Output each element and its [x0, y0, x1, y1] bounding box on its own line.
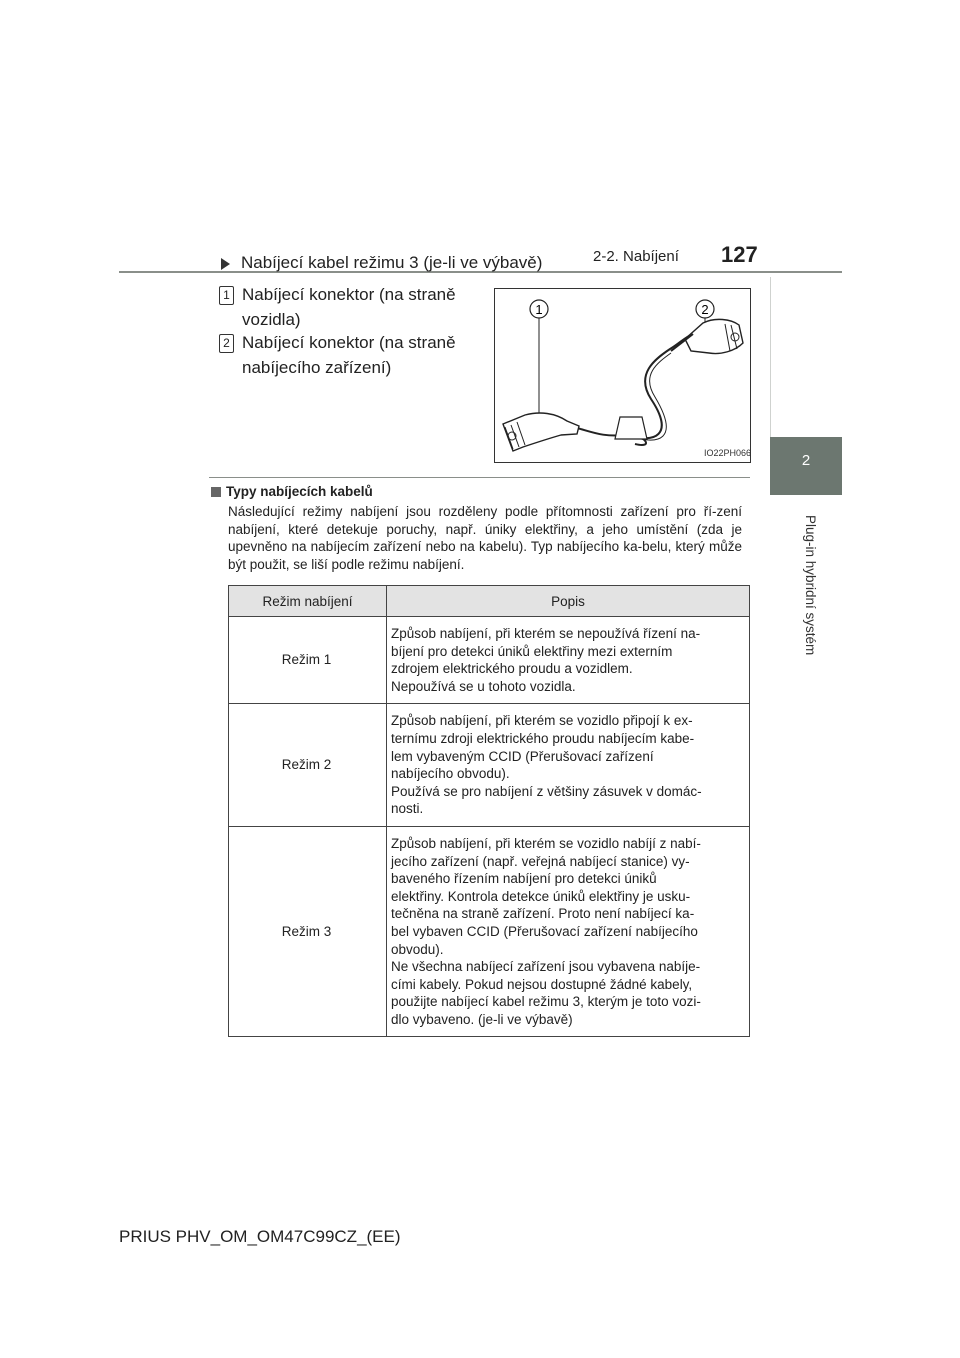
description-line: dlo vybaveno. (je-li ve výbavě)	[391, 1011, 573, 1027]
description-line: lem vybaveným CCID (Přerušovací zařízení	[391, 748, 654, 764]
description-line: obvodu).	[391, 941, 444, 957]
table-header-row	[229, 586, 750, 617]
mode-cell: Režim 2	[229, 704, 387, 827]
table-row	[229, 617, 750, 704]
description-line: Ne všechna nabíjecí zařízení jsou vybavena nabíje-	[391, 959, 701, 975]
page-number: 127	[721, 242, 758, 267]
description-line: Způsob nabíjení, při kterém se vozidlo nabíjí z nabí-	[391, 835, 701, 851]
description-cell	[387, 704, 750, 827]
item-text: Nabíjecí konektor (na straně nabíjecího zařízení)	[242, 333, 456, 377]
column-header-mode: Režim nabíjení	[229, 586, 387, 617]
description-line: zdrojem elektrického proudu a vozidlem.	[391, 661, 633, 677]
mode-cell: Režim 3	[229, 826, 387, 1037]
section-paragraph: Následující režimy nabíjení jsou rozděleny podle přítomnosti zařízení pro ří-zení nabíjení, které detekuje poruchy, např. úniky elektřiny, a jeho umístění (zda je upevněno na nabíjecím zařízení nebo na kabelu). Typ nabíjecího ka-belu, který může být použit, se liší podle režimu nabíjení.	[228, 504, 742, 572]
description-line: tečněna na straně zařízení. Proto není nabíjecí ka-	[391, 906, 695, 922]
callout-label-1: 1	[535, 302, 543, 317]
description-line: použijte nabíjecí kabel režimu 3, kterým je toto vozi-	[391, 994, 701, 1010]
table-row	[229, 826, 750, 1037]
column-header-description: Popis	[387, 586, 750, 617]
description-line: Používá se pro nabíjení z většiny zásuvek v domác-	[391, 783, 702, 799]
description-line: Způsob nabíjení, při kterém se nepoužívá řízení na-	[391, 626, 701, 641]
item-number-badge: 1	[219, 286, 234, 305]
description-line: Způsob nabíjení, při kterém se vozidlo připojí k ex-	[391, 713, 693, 729]
description-line: Nepoužívá se u tohoto vozidla.	[391, 678, 576, 694]
side-divider	[770, 277, 771, 437]
description-line: nabíjecího obvodu).	[391, 766, 510, 782]
caption-arrow-icon	[221, 258, 230, 270]
figure-caption: Nabíjecí kabel režimu 3 (je-li ve výbavě)	[241, 253, 543, 272]
description-line: bíjení pro detekci úniků elektřiny mezi externím	[391, 643, 673, 659]
chapter-tab-label: Plug-in hybridní systém	[803, 514, 818, 656]
charging-cable-illustration	[494, 288, 751, 463]
description-line: nosti.	[391, 801, 424, 817]
chapter-tab-number: 2	[801, 452, 811, 469]
description-line: cími kabely. Pokud nejsou dostupné žádné kabely,	[391, 976, 693, 992]
section-heading: Typy nabíjecích kabelů	[226, 484, 373, 499]
description-line: jecího zařízení (např. veřejná nabíjecí stanice) vy-	[391, 853, 690, 869]
section-bullet-icon	[211, 487, 221, 497]
description-line: baveného řízením nabíjení pro detekci úniků	[391, 871, 657, 887]
description-line: bel vybaven CCID (Přerušovací zařízení nabíjecího	[391, 923, 698, 939]
description-cell	[387, 826, 750, 1037]
section-title: 2-2. Nabíjení	[593, 248, 679, 265]
item-number-badge: 2	[219, 334, 234, 353]
description-cell	[387, 617, 750, 704]
table-row	[229, 704, 750, 827]
section-divider	[209, 477, 750, 478]
figure-code: IO22PH066	[704, 448, 752, 458]
description-line: ternímu zdroji elektrického proudu nabíjecím kabe-	[391, 730, 695, 746]
document-code: PRIUS PHV_OM_OM47C99CZ_(EE)	[119, 1227, 401, 1246]
mode-cell: Režim 1	[229, 617, 387, 704]
callout-label-2: 2	[701, 302, 709, 317]
item-text: Nabíjecí konektor (na straně vozidla)	[242, 285, 456, 329]
charging-modes-table	[228, 585, 750, 1037]
description-line: elektřiny. Kontrola detekce úniků elektřiny je usku-	[391, 888, 691, 904]
